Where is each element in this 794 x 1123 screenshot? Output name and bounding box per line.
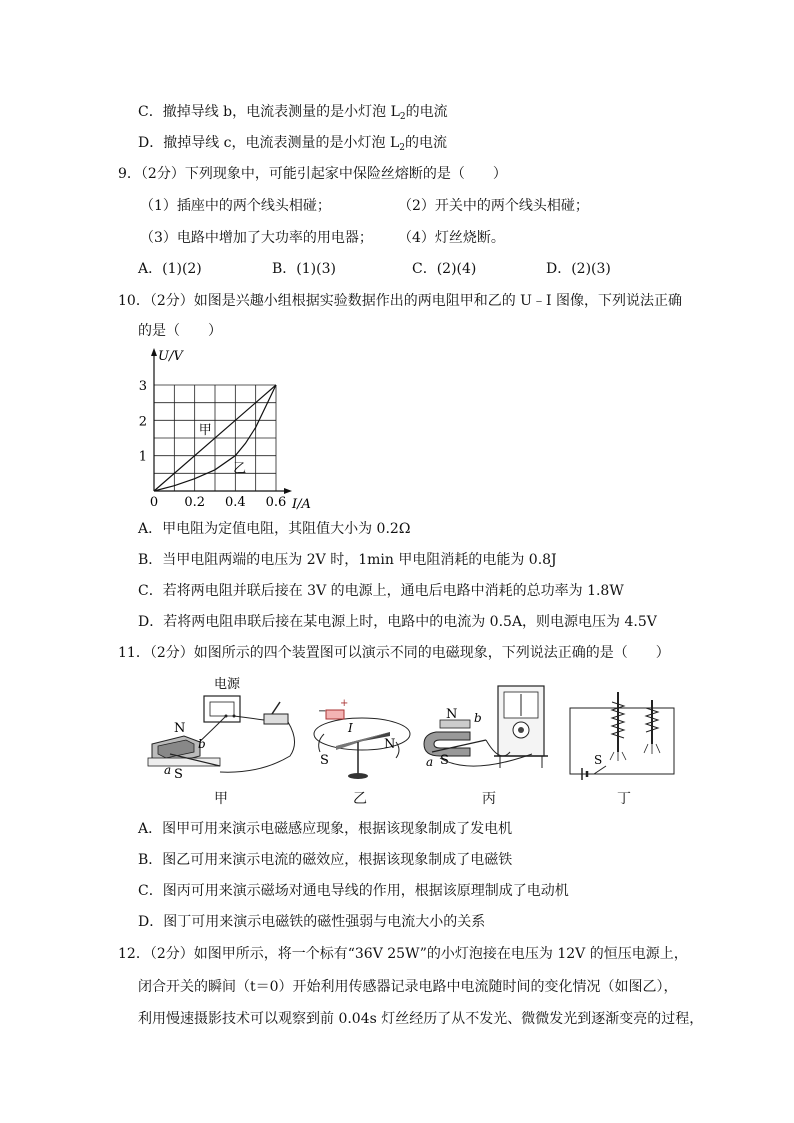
figure-jia — [148, 676, 295, 782]
x-tick-label: 0.6 — [265, 495, 287, 510]
caption-ding: 丁 — [617, 791, 631, 807]
svg-text:S: S — [174, 767, 183, 782]
figure-bing — [424, 686, 548, 769]
x-axis-arrow — [284, 488, 292, 494]
svg-text:a: a — [426, 755, 434, 769]
x-tick-label: 0.2 — [184, 495, 206, 510]
svg-text:N: N — [384, 737, 396, 752]
q10-stem-line1: 10．（2分）如图是兴趣小组根据实验数据作出的两电阻甲和乙的 U﹣I 图像，下列说法正确 — [118, 293, 682, 309]
q10-option-d: D．若将两电阻串联后接在某电源上时，电路中的电流为 0.5A，则电源电压为 4.5V — [138, 614, 657, 630]
q9-stem: 9．（2分）下列现象中，可能引起家中保险丝熔断的是（ ） — [118, 166, 507, 182]
y-axis-arrow — [151, 348, 157, 356]
svg-text:S: S — [594, 753, 603, 767]
series-label-jia: 甲 — [198, 423, 212, 439]
y-tick-label: 1 — [138, 449, 147, 465]
y-axis-label: U/V — [158, 349, 183, 364]
x-tick-label: 0 — [149, 495, 159, 510]
q11-option-c: C．图丙可用来演示磁场对通电导线的作用，根据该原理制成了电动机 — [138, 883, 569, 899]
x-tick-label: 0.4 — [224, 495, 246, 510]
q9-item-2: （2）开关中的两个线头相碰； — [398, 198, 589, 214]
q9-option-a: A．(1)(2) — [138, 261, 202, 277]
y-tick-label: 2 — [138, 414, 147, 430]
q9-item-4: （4）灯丝烧断。 — [398, 230, 505, 246]
q9-option-b: B．(1)(3) — [272, 261, 336, 277]
ui-chart — [130, 342, 330, 512]
power-label: 电源 — [214, 677, 241, 692]
svg-text:N: N — [446, 707, 458, 722]
svg-text:a: a — [164, 763, 172, 777]
svg-text:N: N — [174, 721, 186, 736]
option-c-prev: C．撤掉导线 b，电流表测量的是小灯泡 $L_2$的电流 — [138, 104, 448, 122]
figure-ding — [570, 692, 674, 780]
q10-option-b: B．当甲电阻两端的电压为 2V 时，1min 甲电阻消耗的电能为 0.8J — [138, 552, 557, 568]
q11-option-a: A．图甲可用来演示电磁感应现象，根据该现象制成了发电机 — [138, 821, 513, 837]
chart-labels — [139, 349, 311, 512]
svg-text:S: S — [440, 753, 449, 768]
svg-text:+: + — [340, 698, 349, 709]
q9-item-1: （1）插座中的两个线头相碰； — [140, 198, 331, 214]
caption-bing: 丙 — [482, 791, 496, 807]
series-label-yi: 乙 — [233, 461, 247, 477]
q12-line1: 12．（2分）如图甲所示，将一个标有“36V 25W”的小灯泡接在电压为 12V 的恒压电源上， — [118, 946, 688, 962]
svg-text:S: S — [320, 753, 329, 768]
svg-text:b: b — [474, 711, 482, 725]
y-tick-label: 3 — [138, 379, 147, 394]
q11-option-b: B．图乙可用来演示电流的磁效应，根据该现象制成了电磁铁 — [138, 852, 513, 868]
q11-stem: 11．（2分）如图所示的四个装置图可以演示不同的电磁现象，下列说法正确的是（ ） — [118, 645, 670, 661]
q10-stem-line2: 的是（ ） — [138, 323, 222, 339]
q10-option-c: C．若将两电阻并联后接在 3V 的电源上，通电后电路中消耗的总功率为 1.8W — [138, 583, 624, 599]
svg-text:b: b — [198, 737, 206, 751]
q9-option-c: C．(2)(4) — [412, 261, 477, 277]
caption-yi: 乙 — [353, 791, 367, 807]
x-axis-label: I/A — [292, 497, 311, 512]
chart-axes — [151, 348, 292, 494]
caption-jia: 甲 — [214, 791, 228, 807]
figure-yi — [314, 698, 410, 779]
q12-line2: 闭合开关的瞬间（t＝0）开始利用传感器记录电路中电流随时间的变化情况（如图乙）， — [138, 979, 678, 995]
q12-line3: 利用慢速摄影技术可以观察到前 0.04s 灯丝经历了从不发光、微微发光到逐渐变亮的过程， — [138, 1011, 704, 1027]
svg-text:−: − — [318, 706, 327, 717]
q9-option-d: D．(2)(3) — [546, 261, 611, 277]
q11-option-d: D．图丁可用来演示电磁铁的磁性强弱与电流大小的关系 — [138, 914, 486, 930]
q10-option-a: A．甲电阻为定值电阻，其阻值大小为 0.2Ω — [138, 521, 411, 537]
option-d-prev: D．撤掉导线 c，电流表测量的是小灯泡 $L_2$的电流 — [138, 135, 447, 153]
q9-item-3: （3）电路中增加了大功率的用电器； — [140, 230, 373, 246]
svg-text:I: I — [348, 721, 353, 735]
